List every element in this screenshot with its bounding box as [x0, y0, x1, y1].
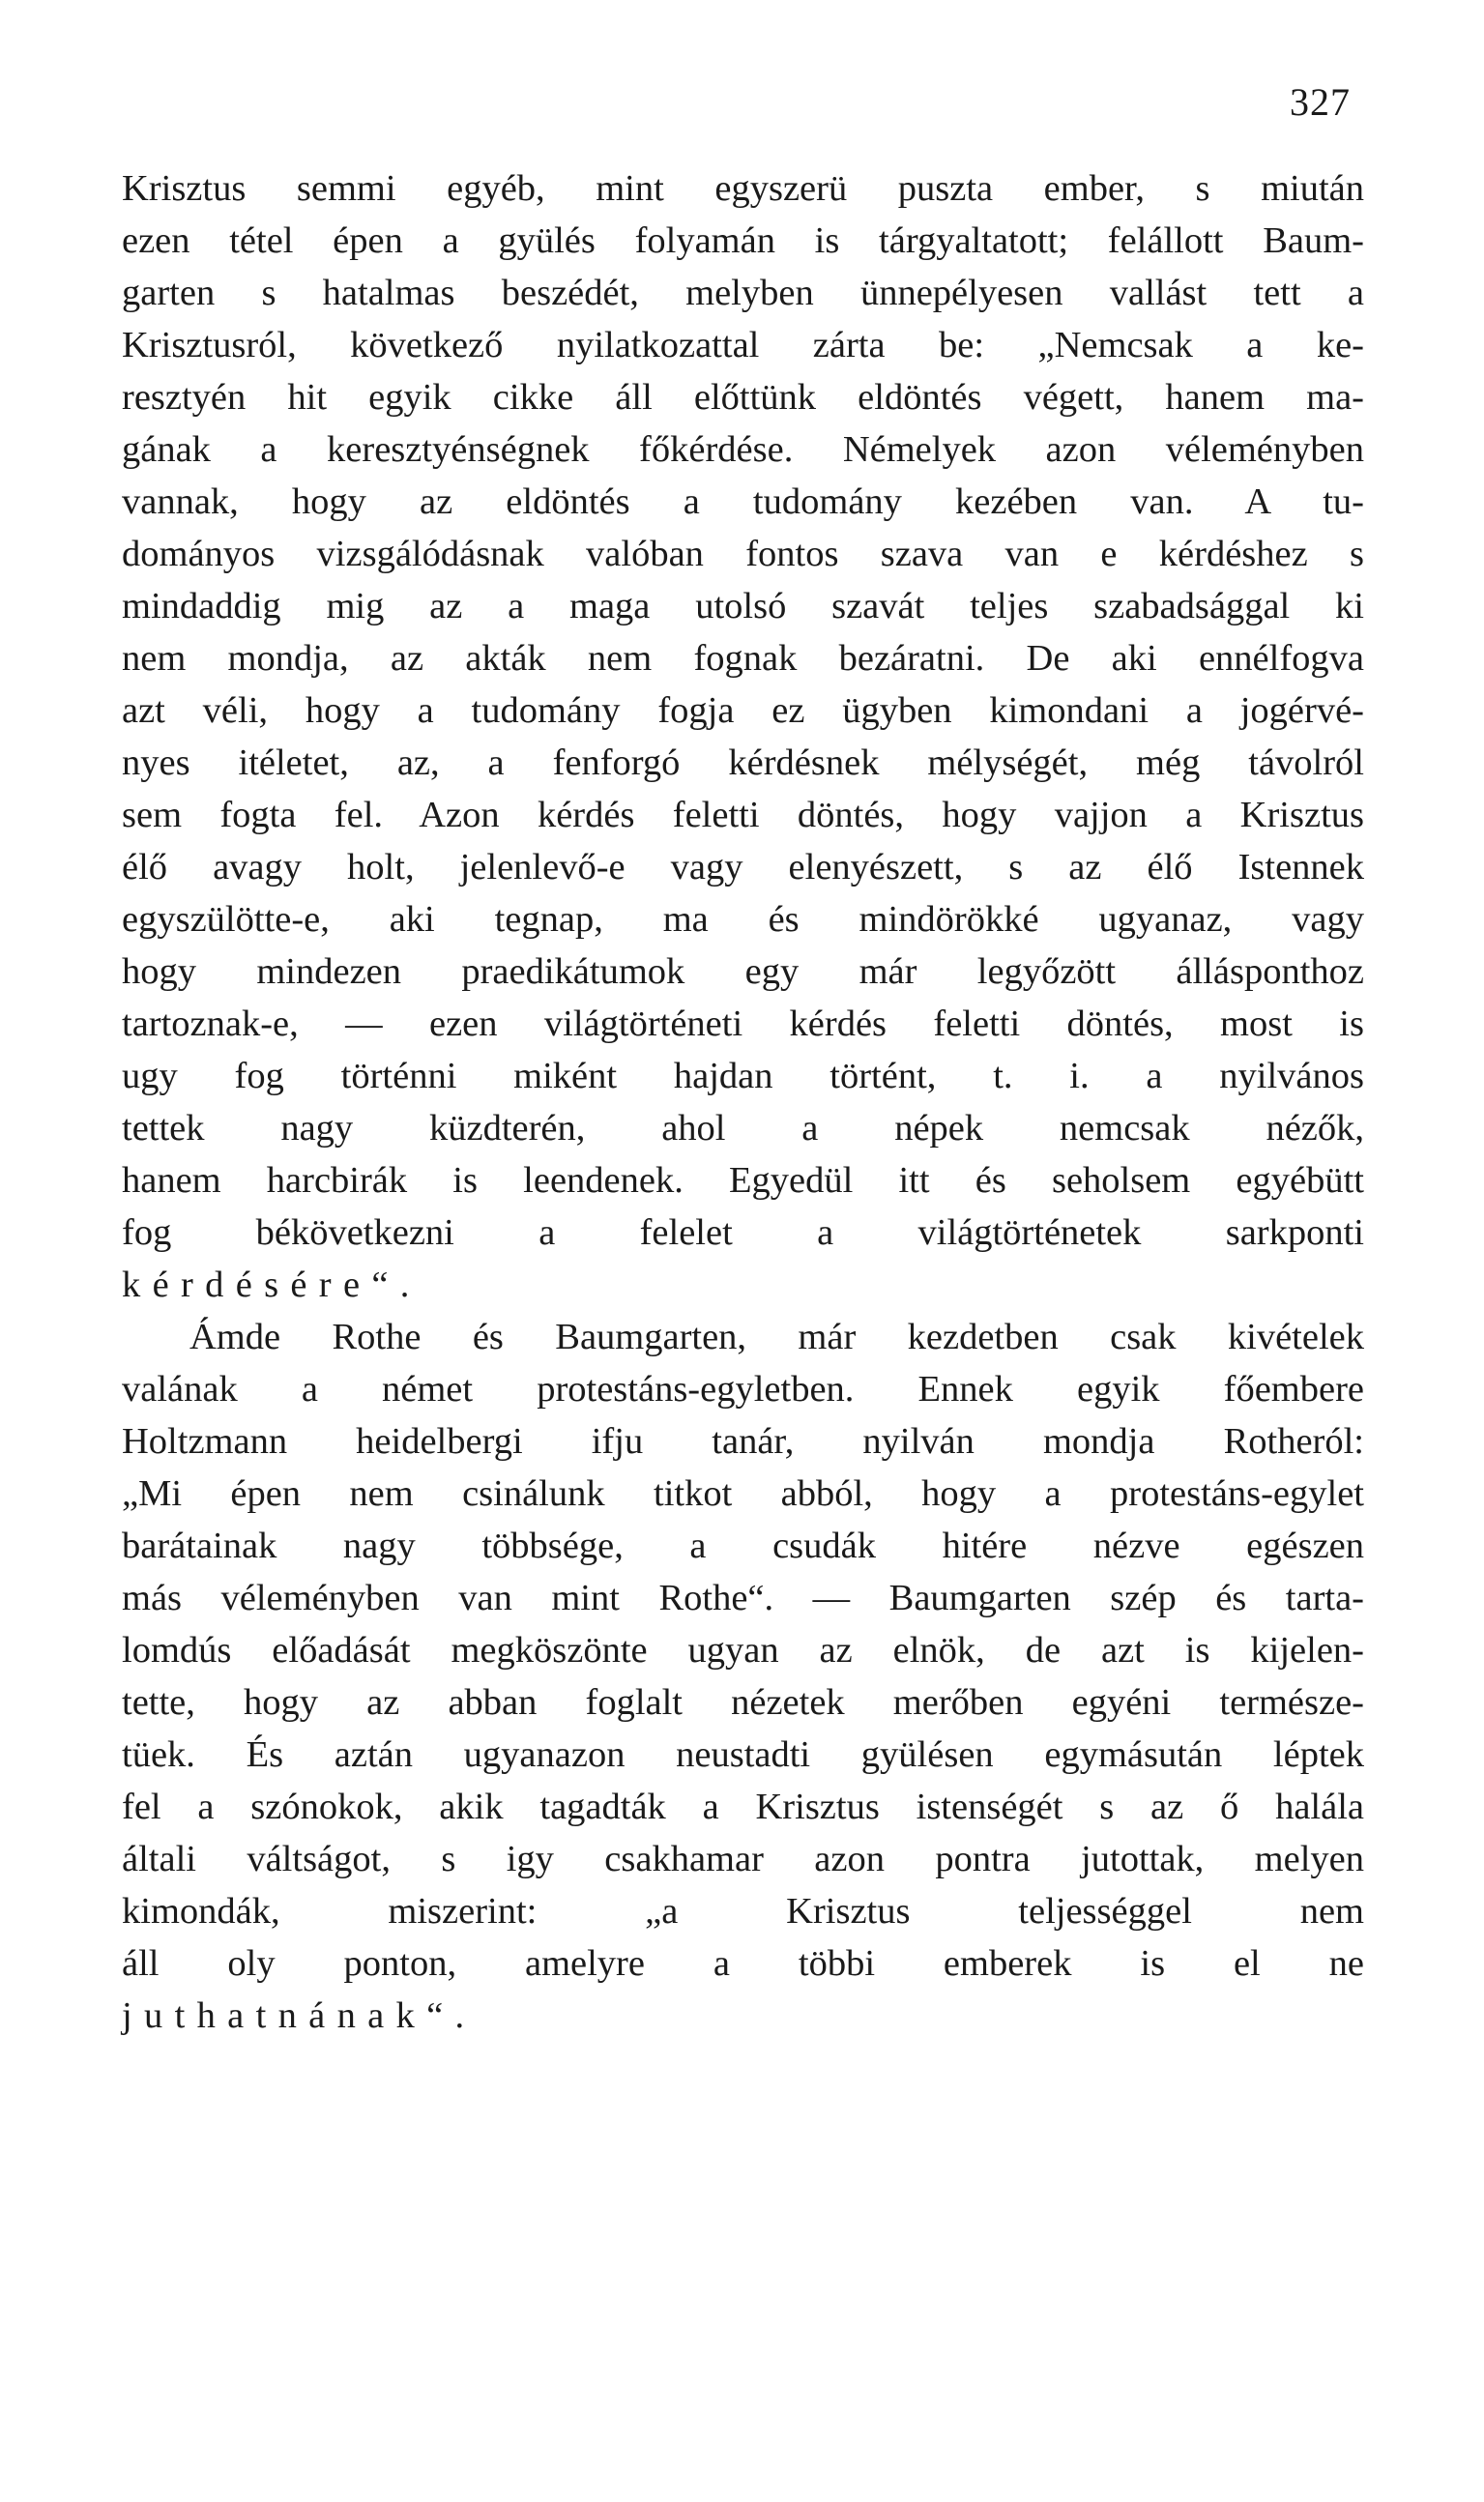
text-line: mindaddig mig az a maga utolsó szavát teljes szabadsággal ki — [122, 586, 1364, 626]
text-line: fog békövetkezni a felelet a világtörténetek sarkponti — [122, 1212, 1364, 1253]
text-line: kérdésére“. — [122, 1265, 422, 1305]
text-line: egyszülötte-e, aki tegnap, ma és mindörökké ugyanaz, vagy — [122, 899, 1364, 940]
text-line: tettek nagy küzdterén, ahol a népek nemcsak nézők, — [122, 1108, 1364, 1149]
text-line: hogy mindezen praedikátumok egy már legyőzött állásponthoz — [122, 951, 1364, 992]
text-line: „Mi épen nem csinálunk titkot abból, hogy a protestáns-egylet — [122, 1473, 1364, 1514]
text-line: juthatnának“. — [122, 1995, 477, 2036]
text-line: más véleményben van mint Rothe“. — Baumgarten szép és tarta- — [122, 1578, 1364, 1618]
text-line: tette, hogy az abban foglalt nézetek merőben egyéni természe- — [122, 1682, 1364, 1723]
text-line: vannak, hogy az eldöntés a tudomány kezében van. A tu- — [122, 481, 1364, 522]
text-line: ezen tétel épen a gyülés folyamán is tárgyaltatott; felállott Baum- — [122, 220, 1364, 261]
text-line: általi váltságot, s igy csakhamar azon pontra jutottak, melyen — [122, 1839, 1364, 1879]
text-line: lomdús előadását megköszönte ugyan az elnök, de azt is kijelen- — [122, 1630, 1364, 1671]
text-line: ugy fog történni miként hajdan történt, t. i. a nyilvános — [122, 1056, 1364, 1096]
text-line: tartoznak-e, — ezen világtörténeti kérdés feletti döntés, most is — [122, 1004, 1364, 1044]
text-line: sem fogta fel. Azon kérdés feletti döntés, hogy vajjon a Krisztus — [122, 795, 1364, 835]
text-line: barátainak nagy többsége, a csudák hitére nézve egészen — [122, 1526, 1364, 1566]
text-line: tüek. És aztán ugyanazon neustadti gyülésen egymásután léptek — [122, 1734, 1364, 1775]
text-line: Holtzmann heidelbergi ifju tanár, nyilván mondja Rotheról: — [122, 1421, 1364, 1462]
text-line: Krisztus semmi egyéb, mint egyszerü puszta ember, s miután — [122, 168, 1364, 209]
text-line: azt véli, hogy a tudomány fogja ez ügyben kimondani a jogérvé- — [122, 690, 1364, 731]
text-line: valának a német protestáns-egyletben. Ennek egyik főembere — [122, 1369, 1364, 1410]
text-line: fel a szónokok, akik tagadták a Krisztus istenségét s az ő halála — [122, 1787, 1364, 1827]
text-line: áll oly ponton, amelyre a többi emberek is el ne — [122, 1943, 1364, 1984]
text-line: dományos vizsgálódásnak valóban fontos szava van e kérdéshez s — [122, 534, 1364, 574]
text-line: garten s hatalmas beszédét, melyben ünnepélyesen vallást tett a — [122, 273, 1364, 313]
text-line: nem mondja, az akták nem fognak bezáratni. De aki ennélfogva — [122, 638, 1364, 679]
text-line: Ámde Rothe és Baumgarten, már kezdetben csak kivételek — [189, 1317, 1364, 1357]
text-line: hanem harcbirák is leendenek. Egyedül itt és seholsem egyébütt — [122, 1160, 1364, 1201]
text-line: Krisztusról, következő nyilatkozattal zárta be: „Nemcsak a ke- — [122, 325, 1364, 365]
text-line: resztyén hit egyik cikke áll előttünk eldöntés végett, hanem ma- — [122, 377, 1364, 418]
text-line: gának a keresztyénségnek főkérdése. Némelyek azon véleményben — [122, 429, 1364, 470]
text-line: nyes itéletet, az, a fenforgó kérdésnek mélységét, még távolról — [122, 742, 1364, 783]
page-number: 327 — [1290, 80, 1351, 124]
text-line: élő avagy holt, jelenlevő-e vagy elenyészett, s az élő Istennek — [122, 847, 1364, 887]
text-line: kimondák, miszerint: „a Krisztus teljességgel nem — [122, 1891, 1364, 1932]
body-text — [122, 162, 1364, 2042]
